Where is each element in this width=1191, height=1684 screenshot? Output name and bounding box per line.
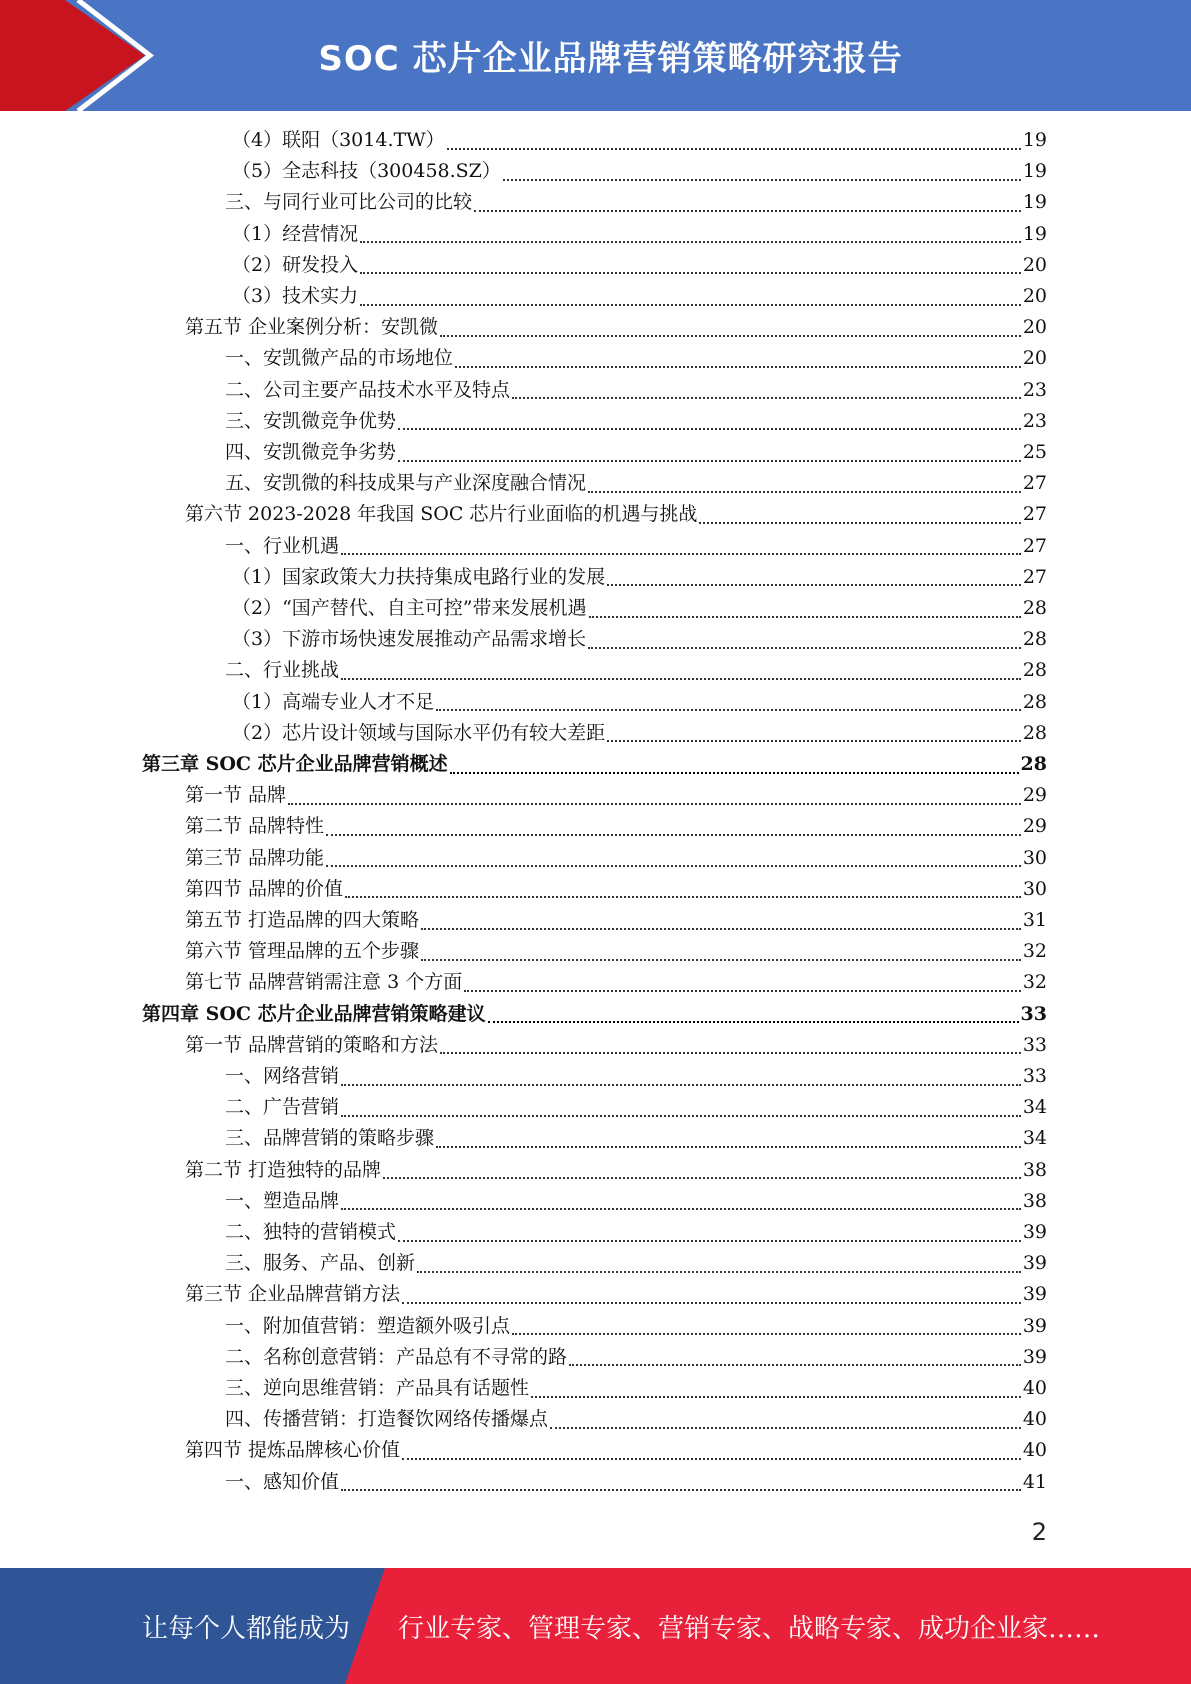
toc-entry-page: 27 (1022, 472, 1047, 495)
toc-dot-leader (450, 772, 1019, 774)
toc-entry-title: 第四节 品牌的价值 (185, 877, 344, 900)
toc-entry-title: 一、感知价值 (225, 1470, 340, 1493)
toc-dot-leader (531, 1396, 1021, 1398)
toc-entry-page: 29 (1022, 815, 1047, 838)
toc-entry-title: 五、安凯微的科技成果与产业深度融合情况 (225, 472, 587, 495)
toc-dot-leader (341, 1489, 1021, 1491)
toc-dot-leader (341, 678, 1021, 680)
toc-entry-title: （3）技术实力 (232, 285, 359, 307)
toc-entry-title: 三、安凯微竞争优势 (225, 409, 397, 432)
toc-entry-title: 四、安凯微竞争劣势 (225, 441, 397, 463)
toc-dot-leader (421, 928, 1021, 930)
toc-dot-leader (588, 647, 1021, 649)
page-header (0, 0, 1191, 111)
toc-dot-leader (464, 990, 1021, 992)
toc-dot-leader (326, 865, 1021, 867)
toc-dot-leader (440, 335, 1021, 337)
toc-entry-page: 28 (1022, 721, 1047, 744)
toc-entry[interactable] (225, 1467, 1047, 1498)
toc-dot-leader (360, 241, 1021, 243)
toc-entry-title: 第四节 提炼品牌核心价值 (185, 1439, 401, 1462)
toc-entry-title: 二、名称创意营销：产品总有不寻常的路 (225, 1345, 568, 1368)
toc-entry[interactable] (225, 1186, 1047, 1217)
toc-entry[interactable] (185, 1155, 1047, 1186)
toc-entry[interactable] (185, 967, 1047, 998)
toc-entry[interactable] (225, 375, 1047, 406)
toc-entry-title: 三、与同行业可比公司的比较 (225, 191, 473, 214)
toc-entry-title: （1）经营情况 (232, 222, 359, 245)
toc-dot-leader (417, 1271, 1021, 1273)
toc-entry-page: 40 (1022, 1377, 1047, 1399)
toc-dot-leader (488, 1021, 1019, 1023)
toc-entry[interactable] (225, 1248, 1047, 1279)
toc-entry-title: （2）芯片设计领域与国际水平仍有较大差距 (232, 721, 606, 744)
toc-entry-title: 一、网络营销 (225, 1065, 340, 1087)
toc-entry-title: 第六节 2023-2028 年我国 SOC 芯片行业面临的机遇与挑战 (185, 503, 698, 526)
toc-entry[interactable] (225, 1123, 1047, 1154)
toc-entry-page: 20 (1022, 347, 1047, 370)
toc-entry[interactable] (225, 531, 1047, 562)
toc-entry[interactable] (185, 874, 1047, 905)
toc-entry[interactable] (232, 125, 1047, 156)
toc-entry[interactable] (232, 281, 1047, 312)
toc-dot-leader (569, 1364, 1021, 1366)
toc-entry-page: 39 (1022, 1314, 1047, 1337)
toc-entry-title: （2）“国产替代、自主可控”带来发展机遇 (232, 597, 587, 619)
toc-dot-leader (398, 460, 1021, 462)
toc-entry[interactable] (185, 905, 1047, 936)
toc-entry-page: 34 (1022, 1127, 1047, 1150)
toc-entry-page: 33 (1020, 1002, 1047, 1025)
toc-entry[interactable] (185, 499, 1047, 530)
toc-entry[interactable] (232, 718, 1047, 749)
toc-entry-page: 39 (1022, 1252, 1047, 1275)
toc-entry[interactable] (225, 406, 1047, 437)
toc-dot-leader (360, 304, 1021, 306)
toc-dot-leader (402, 1302, 1021, 1304)
toc-entry[interactable] (225, 1373, 1047, 1404)
toc-dot-leader (360, 272, 1021, 274)
toc-entry-title: 第一节 品牌 (185, 784, 287, 807)
toc-entry-title: 四、传播营销：打造餐饮网络传播爆点 (225, 1408, 549, 1431)
toc-entry-page: 40 (1022, 1408, 1047, 1431)
toc-dot-leader (436, 709, 1021, 711)
toc-entry-page: 20 (1022, 285, 1047, 307)
toc-entry-page: 27 (1022, 534, 1047, 557)
toc-entry-page: 20 (1022, 316, 1047, 339)
toc-entry[interactable] (225, 1342, 1047, 1373)
toc-entry-title: 第六节 管理品牌的五个步骤 (185, 940, 420, 963)
toc-entry-page: 20 (1022, 253, 1047, 276)
toc-entry[interactable] (232, 624, 1047, 655)
toc-entry-page: 41 (1022, 1470, 1047, 1493)
toc-entry-title: 第五节 企业案例分析：安凯微 (185, 316, 439, 339)
toc-dot-leader (398, 1240, 1021, 1242)
toc-entry-page: 38 (1022, 1158, 1047, 1181)
toc-entry-title: 第二节 打造独特的品牌 (185, 1158, 382, 1181)
toc-entry-page: 38 (1022, 1189, 1047, 1212)
toc-entry-page: 19 (1022, 160, 1047, 183)
toc-entry[interactable] (185, 312, 1047, 343)
toc-dot-leader (589, 616, 1021, 618)
toc-entry-title: （2）研发投入 (232, 253, 359, 276)
toc-entry-page: 30 (1022, 846, 1047, 869)
toc-entry-title: 第四章 SOC 芯片企业品牌营销策略建议 (142, 1002, 486, 1025)
toc-entry-page: 34 (1022, 1096, 1047, 1119)
toc-dot-leader (607, 740, 1021, 742)
toc-entry[interactable] (185, 811, 1047, 842)
toc-entry-title: 二、行业挑战 (225, 659, 340, 682)
toc-entry-page: 33 (1022, 1033, 1047, 1056)
footer-slogan-left: 让每个人都能成为 (142, 1613, 351, 1644)
toc-entry[interactable] (232, 593, 1047, 624)
toc-dot-leader (398, 428, 1021, 430)
toc-entry-title: 三、服务、产品、创新 (225, 1252, 416, 1275)
toc-entry-page: 33 (1022, 1065, 1047, 1087)
toc-dot-leader (341, 1115, 1021, 1117)
toc-entry[interactable] (185, 936, 1047, 967)
toc-entry-title: 三、品牌营销的策略步骤 (225, 1127, 435, 1150)
toc-entry-title: 二、广告营销 (225, 1096, 340, 1119)
toc-dot-leader (447, 148, 1021, 150)
toc-entry-page: 29 (1022, 784, 1047, 807)
toc-dot-leader (436, 1146, 1021, 1148)
toc-dot-leader (512, 1333, 1021, 1335)
toc-entry[interactable] (225, 1404, 1047, 1435)
toc-dot-leader (341, 1084, 1021, 1086)
toc-entry[interactable] (225, 468, 1047, 499)
toc-entry-page: 19 (1022, 222, 1047, 245)
toc-dot-leader (503, 179, 1021, 181)
toc-dot-leader (699, 522, 1020, 524)
toc-entry-page: 23 (1022, 378, 1047, 401)
toc-entry-page: 32 (1022, 940, 1047, 963)
toc-dot-leader (341, 1208, 1021, 1210)
toc-entry-page: 39 (1022, 1345, 1047, 1368)
toc-entry-page: 30 (1022, 877, 1047, 900)
toc-entry-title: 二、公司主要产品技术水平及特点 (225, 378, 511, 401)
toc-entry-title: 第二节 品牌特性 (185, 815, 325, 838)
toc-entry[interactable] (232, 687, 1047, 718)
toc-entry-page: 23 (1022, 409, 1047, 432)
toc-dot-leader (607, 584, 1021, 586)
document-title: SOC 芯片企业品牌营销策略研究报告 (318, 39, 903, 79)
toc-dot-leader (588, 491, 1021, 493)
toc-entry-title: 一、塑造品牌 (225, 1189, 340, 1212)
toc-entry[interactable] (225, 343, 1047, 374)
footer-slogan-right: 行业专家、管理专家、营销专家、战略专家、成功企业家…… (398, 1613, 1101, 1644)
toc-entry[interactable] (185, 1030, 1047, 1061)
toc-dot-leader (455, 366, 1021, 368)
toc-entry-page: 19 (1022, 191, 1047, 214)
toc-dot-leader (474, 210, 1021, 212)
toc-entry-page: 31 (1022, 909, 1047, 931)
toc-dot-leader (326, 834, 1021, 836)
toc-dot-leader (402, 1458, 1021, 1460)
toc-entry-title: （1）高端专业人才不足 (232, 690, 435, 713)
toc-entry-title: 二、独特的营销模式 (225, 1221, 397, 1243)
toc-chapter-entry[interactable] (142, 749, 1047, 780)
toc-entry-page: 28 (1020, 753, 1047, 775)
toc-entry[interactable] (185, 1279, 1047, 1310)
toc-entry-page: 25 (1022, 441, 1047, 463)
toc-entry[interactable] (225, 437, 1047, 468)
toc-entry-page: 28 (1022, 659, 1047, 682)
toc-entry-title: 一、附加值营销：塑造额外吸引点 (225, 1314, 511, 1337)
toc-entry[interactable] (225, 1217, 1047, 1248)
toc-entry[interactable] (185, 1435, 1047, 1466)
toc-dot-leader (288, 803, 1021, 805)
page-number: 2 (1031, 1518, 1047, 1546)
toc-entry-title: 三、逆向思维营销：产品具有话题性 (225, 1377, 530, 1399)
toc-entry[interactable] (225, 1311, 1047, 1342)
toc-dot-leader (440, 1052, 1021, 1054)
toc-dot-leader (421, 959, 1021, 961)
toc-dot-leader (550, 1427, 1021, 1429)
toc-entry-page: 28 (1022, 597, 1047, 619)
toc-entry[interactable] (185, 780, 1047, 811)
toc-dot-leader (345, 896, 1021, 898)
toc-entry-title: （4）联阳（3014.TW） (232, 129, 445, 151)
toc-entry[interactable] (225, 187, 1047, 218)
toc-dot-leader (512, 397, 1021, 399)
toc-entry-title: （3）下游市场快速发展推动产品需求增长 (232, 628, 587, 651)
toc-entry-page: 27 (1022, 565, 1047, 588)
toc-entry-page: 32 (1022, 971, 1047, 994)
toc-dot-leader (383, 1177, 1021, 1179)
toc-entry-page: 19 (1022, 129, 1047, 151)
toc-entry-title: 第三节 企业品牌营销方法 (185, 1283, 401, 1306)
toc-entry-page: 40 (1022, 1439, 1047, 1462)
toc-entry-title: （5）全志科技（300458.SZ） (232, 160, 501, 183)
toc-entry-page: 27 (1022, 503, 1047, 526)
toc-entry-title: 第五节 打造品牌的四大策略 (185, 909, 420, 931)
toc-entry[interactable] (232, 156, 1047, 187)
toc-entry-page: 39 (1022, 1283, 1047, 1306)
toc-entry[interactable] (225, 1092, 1047, 1123)
toc-entry-title: 第一节 品牌营销的策略和方法 (185, 1033, 439, 1056)
toc-entry-page: 39 (1022, 1221, 1047, 1243)
toc-entry[interactable] (185, 843, 1047, 874)
toc-entry[interactable] (232, 219, 1047, 250)
toc-entry-page: 28 (1022, 690, 1047, 713)
toc-dot-leader (341, 553, 1021, 555)
toc-entry-title: 第三节 品牌功能 (185, 846, 325, 869)
toc-entry-title: 一、安凯微产品的市场地位 (225, 347, 454, 370)
toc-entry-title: 一、行业机遇 (225, 534, 340, 557)
toc-entry-title: 第三章 SOC 芯片企业品牌营销概述 (142, 753, 448, 775)
toc-entry[interactable] (225, 1061, 1047, 1092)
toc-entry[interactable] (232, 562, 1047, 593)
toc-entry[interactable] (225, 655, 1047, 686)
toc-entry[interactable] (232, 250, 1047, 281)
toc-chapter-entry[interactable] (142, 999, 1047, 1030)
toc-entry-title: （1）国家政策大力扶持集成电路行业的发展 (232, 565, 606, 588)
toc-entry-title: 第七节 品牌营销需注意 3 个方面 (185, 971, 463, 994)
toc-entry-page: 28 (1022, 628, 1047, 651)
